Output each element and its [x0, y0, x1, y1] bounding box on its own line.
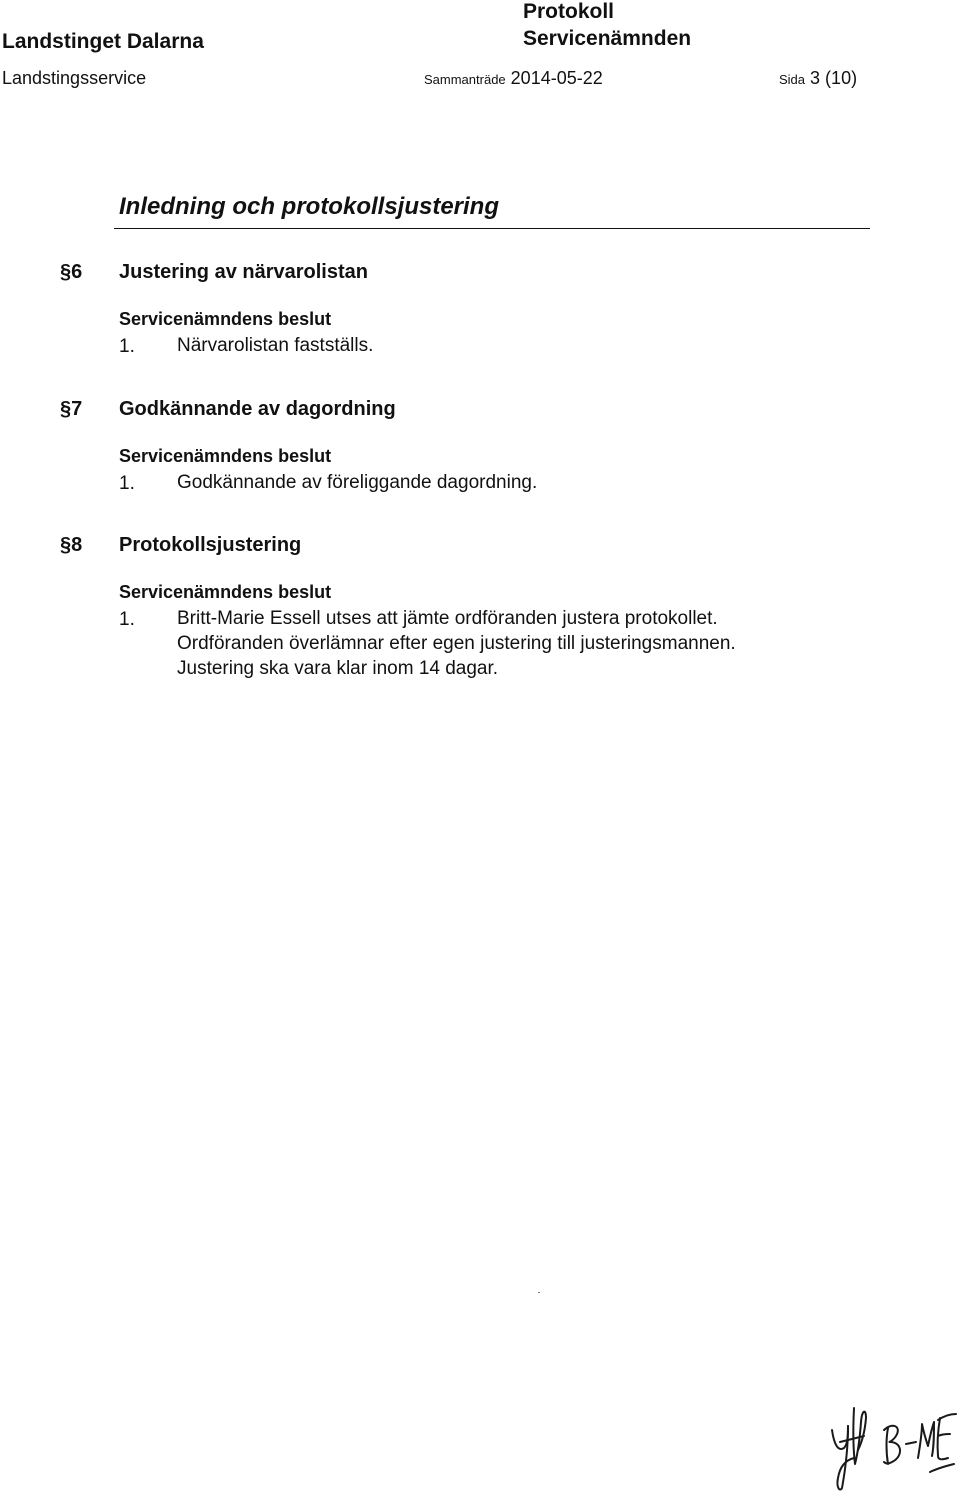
- paragraph-number-6: §6: [60, 261, 83, 283]
- section-divider: [114, 228, 870, 229]
- decision-line: Närvarolistan fastställs.: [177, 335, 374, 356]
- page-value: 3 (10): [810, 68, 858, 88]
- section-title: Inledning och protokollsjustering: [119, 193, 500, 220]
- paragraph-number-7: §7: [60, 398, 83, 420]
- decision-item-number-8: 1.: [119, 609, 135, 630]
- meeting-date: 2014-05-22: [510, 68, 603, 88]
- decision-line: Britt-Marie Essell utses att jämte ordföranden justera protokollet.: [177, 608, 718, 629]
- decision-item-text-6: [177, 333, 373, 358]
- board-name: Servicenämnden: [523, 27, 692, 50]
- meeting-label: Sammanträde: [424, 72, 506, 87]
- decision-item-number-6: 1.: [119, 336, 135, 357]
- decision-label-8: Servicenämndens beslut: [119, 582, 332, 602]
- decision-line: Justering ska vara klar inom 14 dagar.: [177, 658, 499, 679]
- scan-mark: [538, 1292, 540, 1293]
- page-label: Sida: [779, 72, 806, 87]
- meeting-info: [424, 68, 603, 89]
- decision-label-6: Servicenämndens beslut: [119, 309, 332, 329]
- handwritten-initials-signature: [826, 1402, 960, 1494]
- decision-item-text-7: [177, 470, 537, 495]
- paragraph-title-7: Godkännande av dagordning: [119, 398, 396, 420]
- decision-line: Ordföranden överlämnar efter egen justering till justeringsmannen.: [177, 633, 736, 654]
- document-type: Protokoll: [523, 0, 615, 23]
- paragraph-number-8: §8: [60, 534, 83, 556]
- paragraph-title-6: Justering av närvarolistan: [119, 261, 368, 283]
- decision-line: Godkännande av föreliggande dagordning.: [177, 472, 538, 493]
- decision-item-text-8: [177, 606, 736, 681]
- paragraph-title-8: Protokollsjustering: [119, 534, 302, 556]
- department-name: Landstingsservice: [2, 68, 147, 88]
- decision-item-number-7: 1.: [119, 473, 135, 494]
- decision-label-7: Servicenämndens beslut: [119, 446, 332, 466]
- organization-name: Landstinget Dalarna: [2, 30, 204, 53]
- page-reference: [779, 68, 857, 89]
